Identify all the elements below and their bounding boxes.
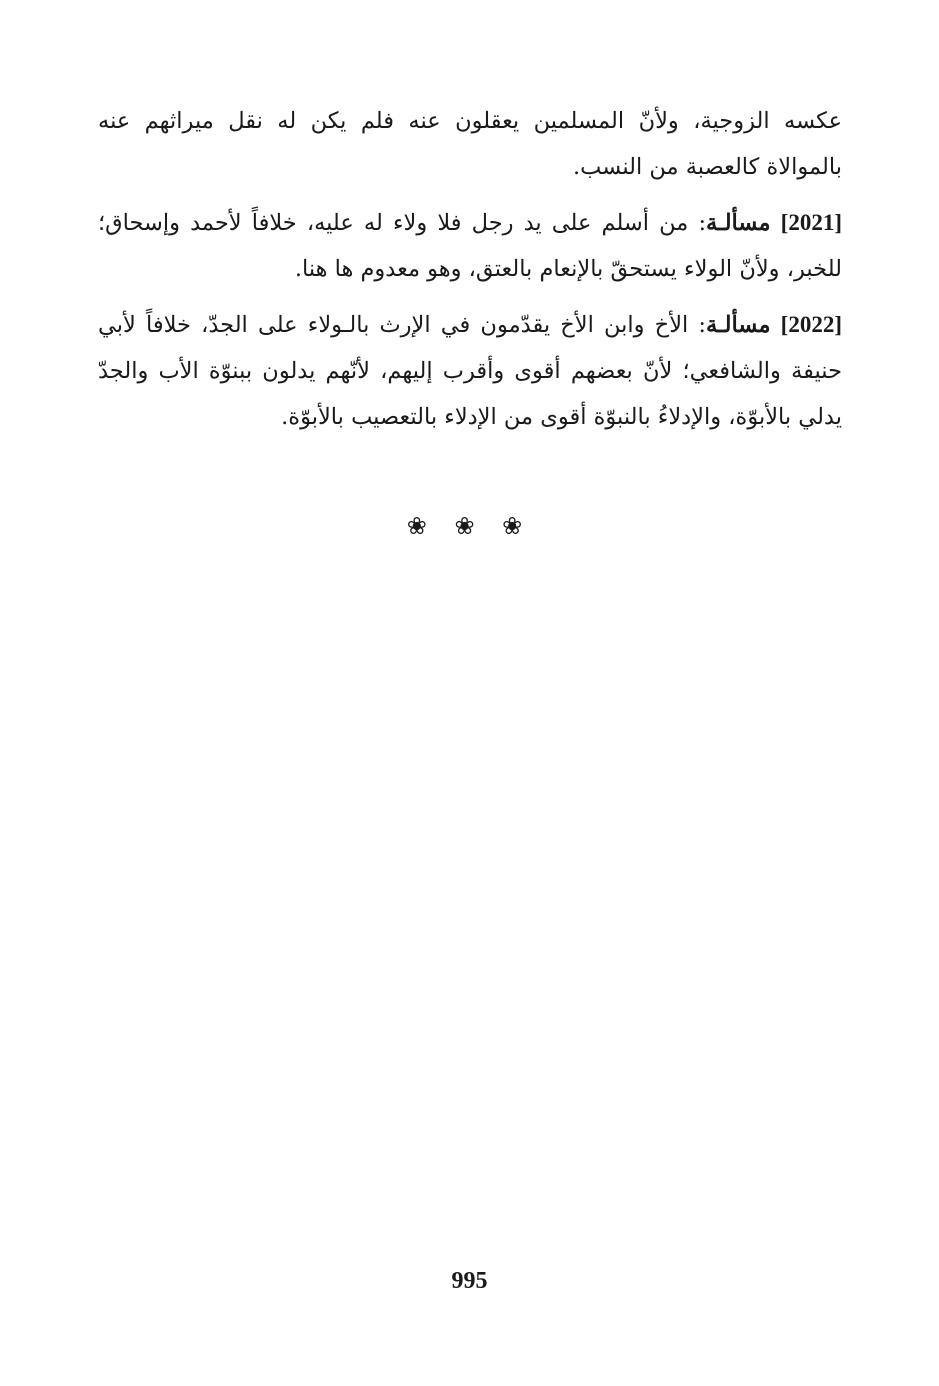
paragraph-continuation: [98, 98, 842, 190]
paragraph-issue-2022: [98, 302, 842, 440]
paragraph-text: عكسه الزوجية، ولأنّ المسلمين يعقلون عنه فلم يكن له نقل ميراثهم عنه بالموالاة كالعصبة من النسب.: [98, 108, 842, 180]
page-number: 995: [451, 1268, 488, 1294]
issue-label: مسألـة: [706, 312, 771, 338]
body-text: [98, 98, 842, 450]
section-separator-ornament: ❀ ❀ ❀: [406, 512, 533, 540]
issue-number: [2022]: [780, 312, 842, 337]
paragraph-text: : من أسلم على يد رجل فلا ولاء له عليه، خلافاً لأحمد وإسحاق؛ للخبر، ولأنّ الولاء يستحقّ بالإنعام بالعتق، وهو معدوم ها هنا.: [98, 210, 842, 282]
paragraph-text: : الأخ وابن الأخ يقدّمون في الإرث بالـولاء على الجدّ، خلافاً لأبي حنيفة والشافعي؛ لأنّ بعضهم أقوى وأقرب إليهم، لأنّهم يدلون ببنوّة الأب والجدّ يدلي بالأبوّة، والإدلاءُ بالنبوّة أقوى من الإدلاء بالتعصيب بالأبوّة.: [98, 312, 842, 430]
paragraph-issue-2021: [98, 200, 842, 292]
issue-label: مسألـة: [706, 210, 771, 236]
issue-number: [2021]: [780, 210, 842, 235]
